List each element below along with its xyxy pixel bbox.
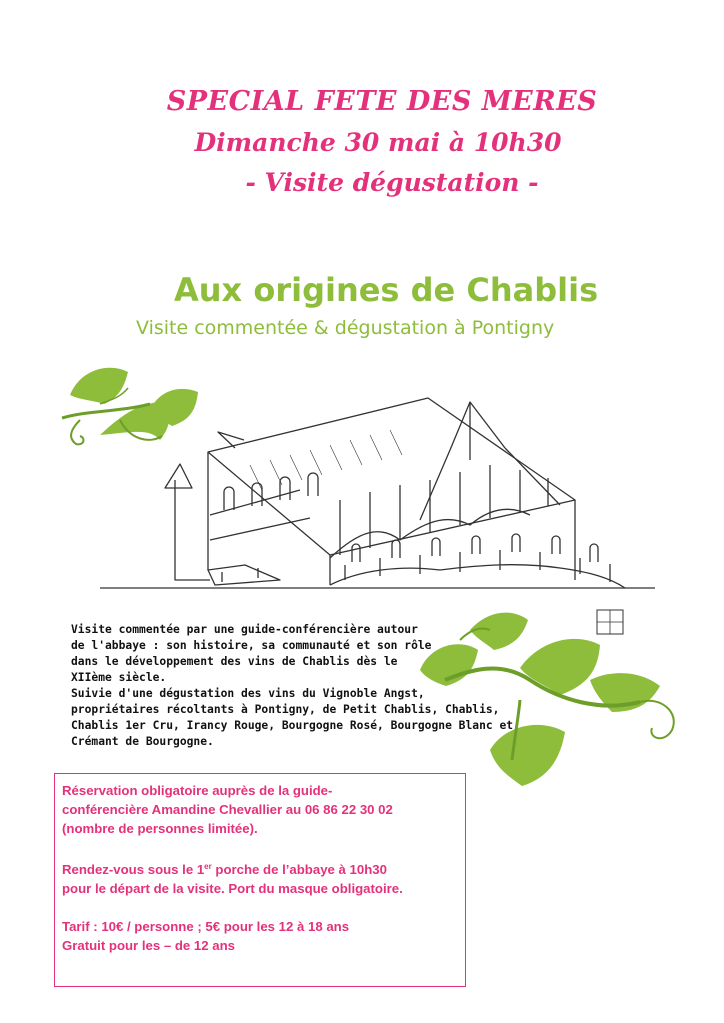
reservation-line: conférencière Amandine Chevallier au 06 86 22 30 02 [62, 802, 393, 817]
visit-description [71, 622, 541, 750]
description-line: XIIème siècle. [71, 671, 167, 684]
meeting-line: Rendez-vous sous le 1er porche de l’abbaye à 10h30 [62, 862, 387, 877]
event-date: Dimanche 30 mai à 10h30 [194, 128, 562, 157]
description-line: propriétaires récoltants à Pontigny, de Petit Chablis, Chablis, [71, 703, 500, 716]
event-subtitle: Visite commentée & dégustation à Pontigny [136, 317, 555, 339]
description-line: Visite commentée par une guide-conférencière autour [71, 623, 418, 636]
description-line: Crémant de Bourgogne. [71, 735, 214, 748]
description-line: Suivie d'une dégustation des vins du Vignoble Angst, [71, 687, 425, 700]
practical-info [62, 781, 462, 955]
artist-monogram [597, 610, 623, 634]
event-type: - Visite dégustation - [245, 168, 539, 197]
description-line: Chablis 1er Cru, Irancy Rouge, Bourgogne Rosé, Bourgogne Blanc et [71, 719, 514, 732]
meeting-line: pour le départ de la visite. Port du masque obligatoire. [62, 881, 403, 896]
tarif-line: Gratuit pour les – de 12 ans [62, 938, 235, 953]
reservation-line: (nombre de personnes limitée). [62, 821, 258, 836]
promo-title: SPECIAL FETE DES MERES [166, 86, 598, 117]
event-title: Aux origines de Chablis [174, 271, 599, 309]
vine-leaf-left-icon [62, 368, 198, 445]
description-line: de l'abbaye : son histoire, sa communauté et son rôle [71, 639, 432, 652]
tarif-line: Tarif : 10€ / personne ; 5€ pour les 12 à 18 ans [62, 919, 350, 934]
abbey-sketch [100, 398, 655, 588]
description-line: dans le développement des vins de Chablis dès le [71, 655, 398, 668]
reservation-line: Réservation obligatoire auprès de la guide- [62, 783, 333, 798]
